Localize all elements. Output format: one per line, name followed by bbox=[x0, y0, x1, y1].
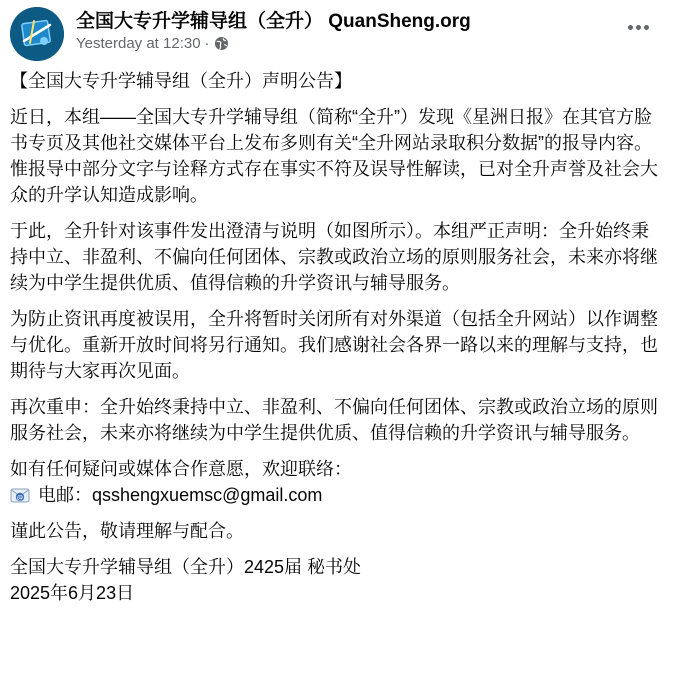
more-options-icon-dot bbox=[644, 25, 649, 30]
post-date: 2025年6月23日 bbox=[10, 583, 135, 603]
post-paragraph: 再次重申：全升始终秉持中立、非盈利、不偏向任何团体、宗教或政治立场的原则服务社会，未来亦将继续为中学生提供优质、值得信赖的升学资讯与辅导服务。 bbox=[10, 397, 658, 443]
signature-text: 全国大专升学辅导组（全升）2425届 秘书处 bbox=[10, 557, 362, 577]
globe-icon[interactable] bbox=[214, 36, 229, 51]
post-header bbox=[0, 0, 678, 64]
email-text[interactable]: 电邮：qsshengxuemsc@gmail.com bbox=[38, 485, 323, 505]
post-paragraph: 近日，本组——全国大专升学辅导组（简称“全升”）发现《星洲日报》在其官方脸书专页及其他社交媒体平台上发布多则有关“全升网站录取积分数据”的报导内容。惟报导中部分文字与诠释方式存在事实不符及误导性解读，已对全升声誉及社会大众的升学认知造成影响。 bbox=[10, 107, 658, 205]
email-icon bbox=[10, 485, 30, 505]
page-name-link[interactable]: 全国大专升学辅导组（全升） QuanSheng.org bbox=[76, 11, 471, 32]
page-avatar[interactable] bbox=[10, 7, 64, 61]
avatar-logo-icon bbox=[10, 7, 64, 61]
svg-text:@: @ bbox=[16, 493, 24, 502]
post-title: 【全国大专升学辅导组（全升）声明公告】 bbox=[10, 71, 352, 91]
post-timestamp[interactable]: Yesterday at 12:30 bbox=[76, 35, 201, 52]
more-options-icon-dot bbox=[636, 25, 641, 30]
meta-separator: · bbox=[204, 35, 210, 52]
more-options-icon bbox=[628, 25, 633, 30]
post-paragraph: 为防止资讯再度被误用，全升将暂时关闭所有对外渠道（包括全升网站）以作调整与优化。重新开放时间将另行通知。我们感谢社会各界一路以来的理解与支持，也期待与大家再次见面。 bbox=[10, 309, 658, 381]
contact-intro: 如有任何疑问或媒体合作意愿，欢迎联络： bbox=[10, 459, 352, 479]
post-meta bbox=[76, 35, 229, 52]
more-options-button[interactable] bbox=[618, 10, 658, 44]
email-line bbox=[10, 482, 665, 508]
closing-text: 谨此公告，敬请理解与配合。 bbox=[10, 521, 244, 541]
post-paragraph: 于此，全升针对该事件发出澄清与说明（如图所示）。本组严正声明：全升始终秉持中立、非盈利、不偏向任何团体、宗教或政治立场的原则服务社会，未来亦将继续为中学生提供优质、值得信赖的升学资讯与辅导服务。 bbox=[10, 221, 658, 293]
post-body bbox=[10, 68, 665, 606]
